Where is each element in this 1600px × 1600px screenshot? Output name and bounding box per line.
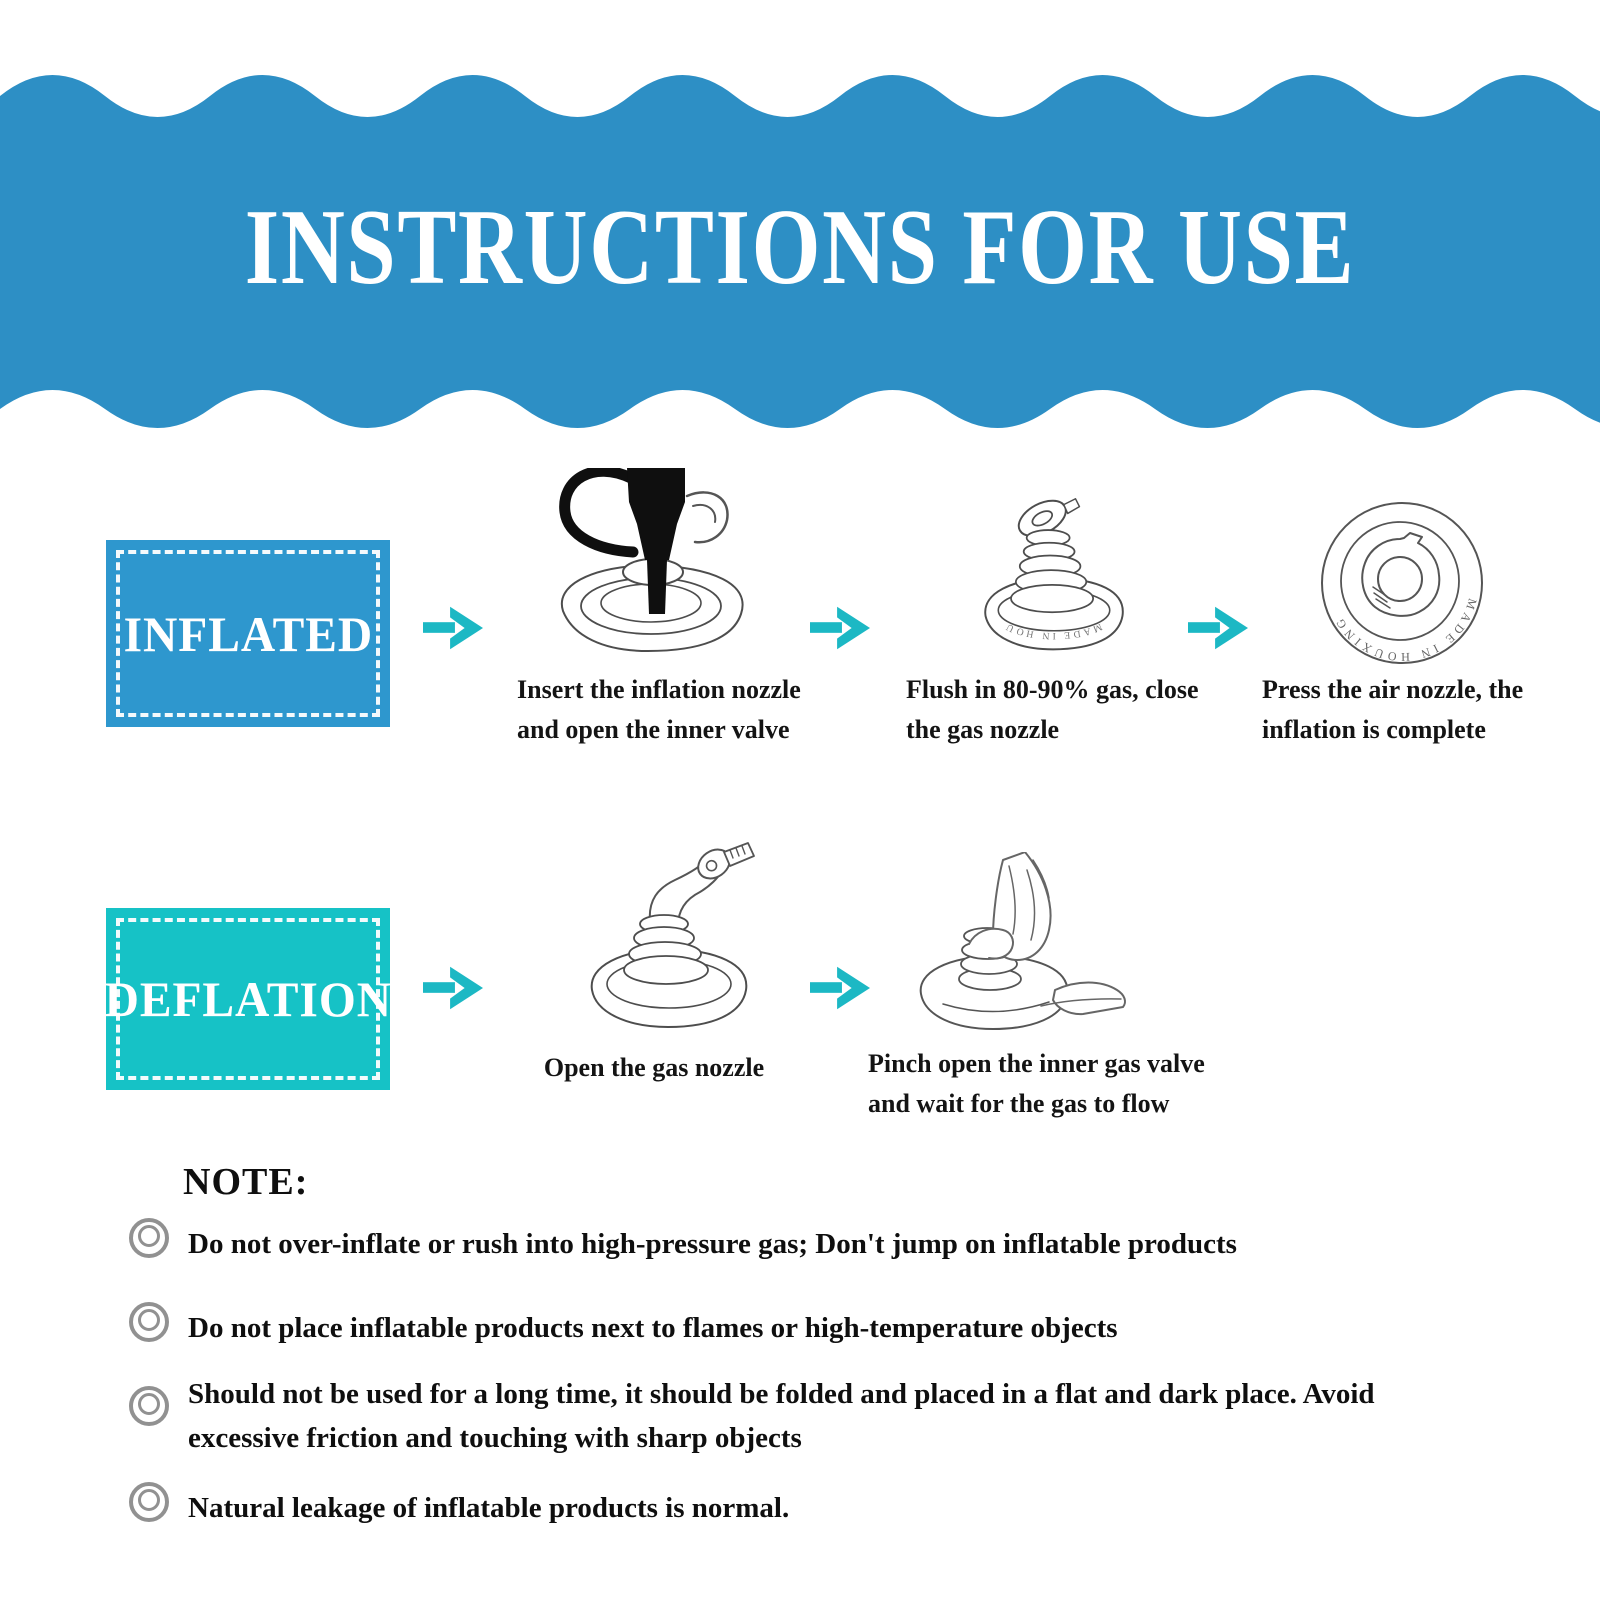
bullet-ring-icon bbox=[129, 1302, 169, 1342]
note-item: Do not over-inflate or rush into high-pressure gas; Don't jump on inflatable products bbox=[188, 1228, 1237, 1260]
note-item: Should not be used for a long time, it should be folded and placed in a flat and dark place. Avoid excessive friction and touching with sharp objects bbox=[188, 1378, 1375, 1454]
arrow-right-icon bbox=[423, 602, 483, 654]
step-caption: Flush in 80-90% gas, close the gas nozzle bbox=[906, 675, 1199, 744]
step-caption: Insert the inflation nozzle and open the inner valve bbox=[517, 675, 801, 744]
arrow-right-icon bbox=[810, 602, 870, 654]
valve-engraving-text: MADE IN HOU bbox=[1002, 619, 1104, 641]
deflation-label: DEFLATION bbox=[104, 971, 392, 1027]
open-gas-nozzle-illustration bbox=[578, 838, 763, 1038]
inflation-nozzle-inserted-illustration bbox=[545, 468, 760, 663]
bullet-ring-icon bbox=[129, 1386, 169, 1426]
page-title: INSTRUCTIONS FOR USE bbox=[244, 188, 1356, 307]
step-caption: Press the air nozzle, the inflation is complete bbox=[1262, 675, 1524, 744]
arrow-right-icon bbox=[423, 962, 483, 1014]
note-item: Do not place inflatable products next to flames or high-temperature objects bbox=[188, 1312, 1118, 1344]
inflated-label: INFLATED bbox=[123, 605, 373, 662]
dashed-border bbox=[104, 918, 392, 1080]
deflation-label-box bbox=[106, 908, 390, 1090]
arrow-right-icon bbox=[810, 962, 870, 1014]
air-nozzle-top-view-illustration bbox=[1318, 499, 1486, 667]
note-heading: NOTE: bbox=[183, 1161, 309, 1203]
bullet-ring-icon bbox=[129, 1218, 169, 1258]
dashed-border bbox=[116, 550, 380, 717]
note-item: Natural leakage of inflatable products is normal. bbox=[188, 1492, 790, 1524]
valve-engraving-text: MADE IN HOUXING bbox=[1331, 596, 1480, 665]
step-caption: Open the gas nozzle bbox=[543, 1053, 765, 1082]
step-caption: Pinch open the inner gas valve and wait for the gas to flow bbox=[868, 1049, 1205, 1118]
arrow-right-icon bbox=[1188, 602, 1248, 654]
hand-pinching-valve-illustration bbox=[905, 852, 1130, 1037]
inflated-label-box bbox=[106, 540, 390, 727]
bullet-ring-icon bbox=[129, 1482, 169, 1522]
gas-valve-side-view-illustration bbox=[972, 489, 1137, 665]
